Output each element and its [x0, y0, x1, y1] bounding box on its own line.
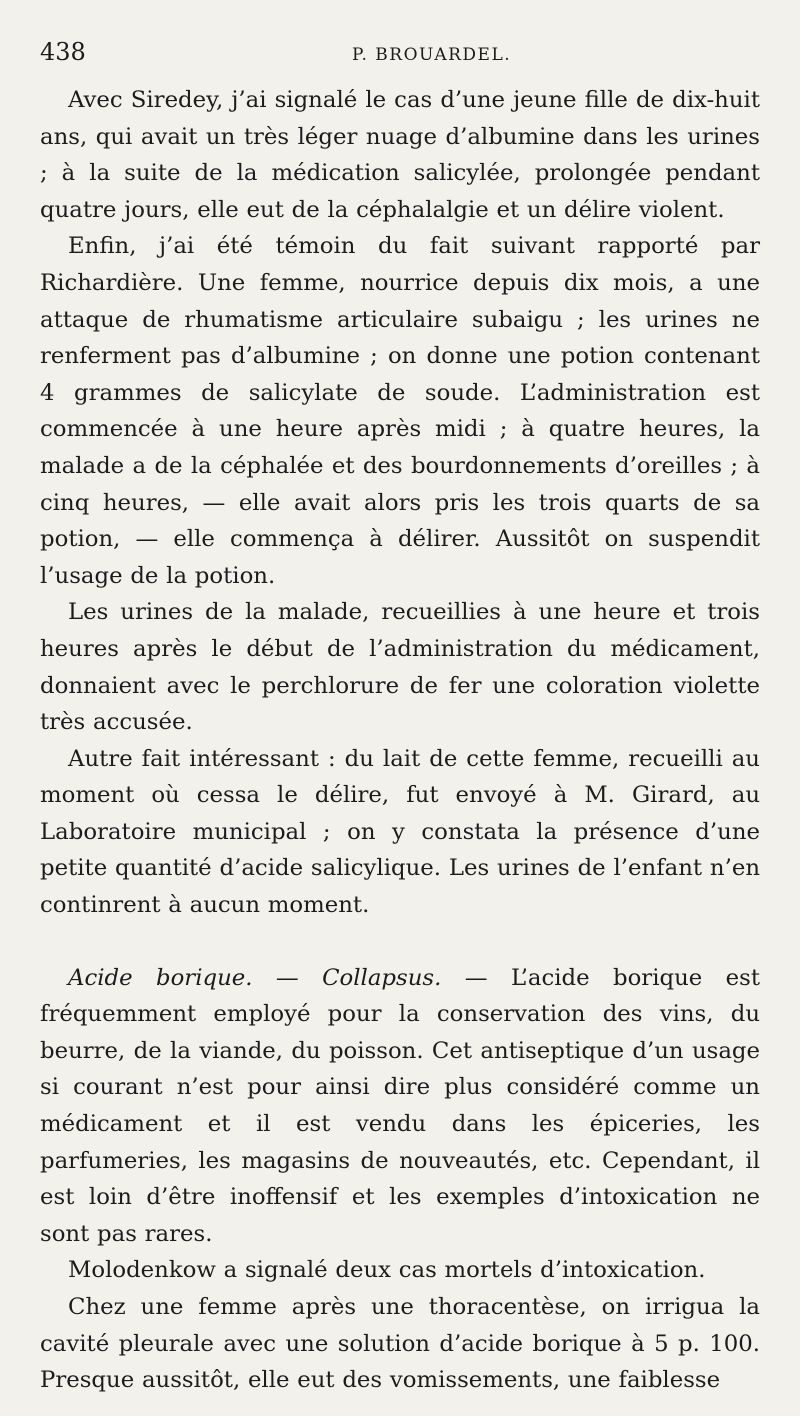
- heading-dash: —: [252, 964, 323, 991]
- section-heading-acid: Acide borique.: [68, 964, 253, 991]
- section-text: L’acide borique est fréquemment employé pour la conservation des vins, du beurre, de la viande, du poisson. Cet antiseptique d’un usage si courant n’est pour ainsi dire plus considéré comme un médicament et il est vendu dans les épiceries, les parfumeries, les magasins de nouveautés, etc. Cependant, il est loin d’être inoffensif et les exemples d’intoxication ne sont pas rares.: [40, 964, 760, 1247]
- paragraph-acide-borique: [40, 960, 760, 1253]
- paragraph-siredey: Avec Siredey, j’ai signalé le cas d’une jeune fille de dix-huit ans, qui avait un très léger nuage d’albumine dans les urines ; à la suite de la médication salicylée, prolongée pendant quatre jours, elle eut de la céphalalgie et un délire violent.: [40, 87, 760, 223]
- paragraph-richardiere: Enfin, j’ai été témoin du fait suivant rapporté par Richardière. Une femme, nourrice depuis dix mois, a une attaque de rhumatisme articulaire subaigu ; les urines ne renferment pas d’albumine ; on donne une potion contenant 4 grammes de salicylate de soude. L’administration est commencée à une heure après midi ; à quatre heures, la malade a de la céphalée et des bourdonnements d’oreilles ; à cinq heures, — elle avait alors pris les trois quarts de sa potion, — elle commença à délirer. Aussitôt on suspendit l’usage de la potion.: [40, 233, 760, 589]
- heading-dash: —: [441, 964, 511, 991]
- paragraph-lait: Autre fait intéressant : du lait de cette femme, recueilli au moment où cessa le délire, fut envoyé à M. Girard, au Laboratoire municipal ; on y constata la présence d’une petite quantité d’acide salicylique. Les urines de l’enfant n’en continrent à aucun moment.: [40, 745, 760, 919]
- page-header: [40, 38, 760, 74]
- running-head: P. BROUARDEL.: [352, 45, 512, 65]
- paragraph-urines: Les urines de la malade, recueillies à une heure et trois heures après le début de l’administration du médicament, donnaient avec le perchlorure de fer une coloration violette très accusée.: [40, 599, 760, 736]
- body-text: [40, 82, 760, 1399]
- page-number: 438: [40, 38, 86, 66]
- paragraph-thoracentese: Chez une femme après une thoracentèse, on irrigua la cavité pleurale avec une solution d’acide borique à 5 p. 100. Presque aussitôt, elle eut des vomissements, une faiblesse: [40, 1294, 760, 1394]
- section-heading-effect: Collapsus.: [322, 964, 442, 991]
- paragraph-molodenkow: Molodenkow a signalé deux cas mortels d’intoxication.: [68, 1257, 706, 1284]
